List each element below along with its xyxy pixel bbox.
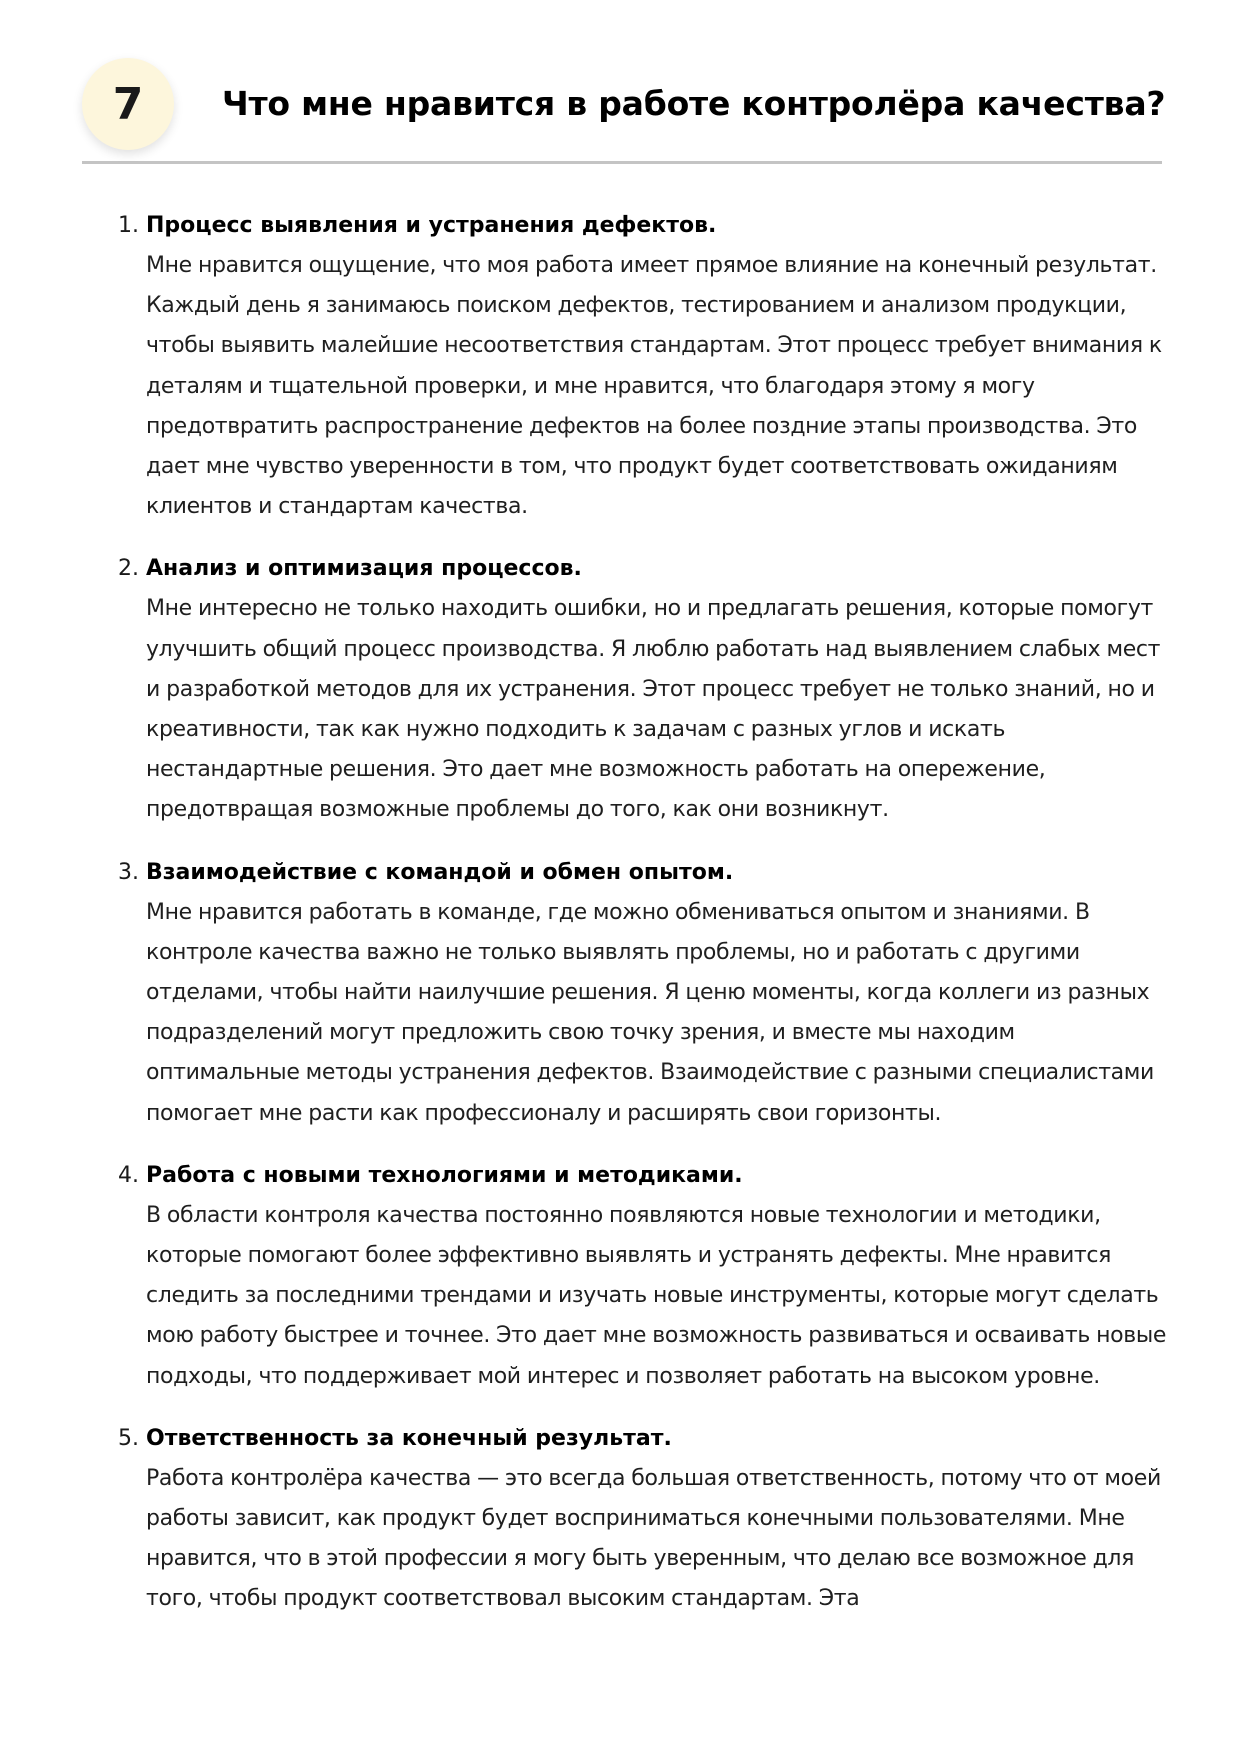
list-item-title: Анализ и оптимизация процессов. <box>146 556 582 582</box>
list-item <box>82 206 1167 527</box>
list-item-title: Взаимодействие с командой и обмен опытом. <box>146 859 734 885</box>
list-item-number: 4. <box>118 1162 139 1188</box>
list-item <box>82 1419 1167 1620</box>
page-title: Что мне нравится в работе контролёра качества? <box>222 84 1166 123</box>
list-item <box>82 549 1167 830</box>
reasons-list <box>82 206 1167 1642</box>
section-header <box>82 52 1166 164</box>
list-item-title: Работа с новыми технологиями и методиками. <box>146 1162 743 1188</box>
section-number-badge: 7 <box>82 58 174 150</box>
list-item-text: Работа контролёра качества — это всегда большая ответственность, потому что от моей работы зависит, как продукт будет восприниматься конечными пользователями. Мне нравится, что в этой профессии я могу быть уверенным, что делаю все возможное для того, чтобы продукт соответствовал высоким стандартам. Эта <box>146 1465 1161 1612</box>
list-item-title: Процесс выявления и устранения дефектов. <box>146 213 717 238</box>
list-item-number: 1. <box>118 213 139 238</box>
list-item-text: В области контроля качества постоянно появляются новые технологии и методики, которые помогают более эффективно выявлять и устранять дефекты. Мне нравится следить за последними трендами и изучать новые инструменты, которые могут сделать мою работу быстрее и точнее. Это дает мне возможность развиваться и осваивать новые подходы, что поддерживает мой интерес и позволяет работать на высоком уровне. <box>146 1202 1167 1389</box>
list-item-number: 5. <box>118 1425 139 1451</box>
list-item <box>82 1156 1167 1397</box>
list-item-title: Ответственность за конечный результат. <box>146 1425 672 1451</box>
list-item-number: 3. <box>118 859 139 885</box>
list-item-text: Мне нравится работать в команде, где можно обмениваться опытом и знаниями. В контроле качества важно не только выявлять проблемы, но и работать с другими отделами, чтобы найти наилучшие решения. Я ценю моменты, когда коллеги из разных подразделений могут предложить свою точку зрения, и вместе мы находим оптимальные методы устранения дефектов. Взаимодействие с разными специалистами помогает мне расти как профессионалу и расширять свои горизонты. <box>146 899 1155 1126</box>
list-item <box>82 853 1167 1134</box>
list-item-number: 2. <box>118 556 139 582</box>
list-item-text: Мне интересно не только находить ошибки, но и предлагать решения, которые помогут улучшить общий процесс производства. Я люблю работать над выявлением слабых мест и разработкой методов для их устранения. Этот процесс требует не только знаний, но и креативности, так как нужно подходить к задачам с разных углов и искать нестандартные решения. Это дает мне возможность работать на опережение, предотвращая возможные проблемы до того, как они возникнут. <box>146 596 1161 823</box>
list-item-text: Мне нравится ощущение, что моя работа имеет прямое влияние на конечный результат. Каждый день я занимаюсь поиском дефектов, тестированием и анализом продукции, чтобы выявить малейшие несоответствия стандартам. Этот процесс требует внимания к деталям и тщательной проверки, и мне нравится, что благодаря этому я могу предотвратить распространение дефектов на более поздние этапы производства. Это дает мне чувство уверенности в том, что продукт будет соответствовать ожиданиям клиентов и стандартам качества. <box>146 253 1162 520</box>
